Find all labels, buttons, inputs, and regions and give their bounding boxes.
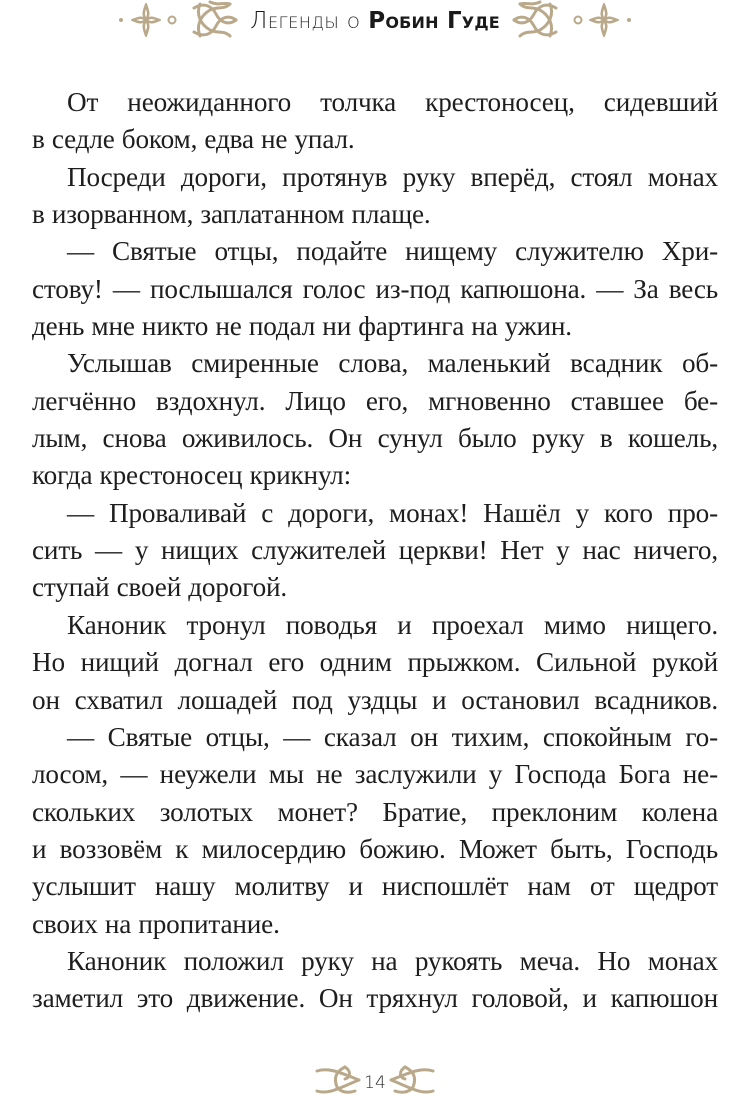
text-line: Каноник тронул поводья и проехал мимо нищего. (67, 609, 718, 640)
celtic-knot-ornament-icon (190, 0, 240, 40)
text-line: своих на пропитание. (32, 908, 280, 939)
running-title-series: Легенды о (250, 7, 369, 34)
leaf-ornament-right-icon (389, 1065, 435, 1095)
text-line: скольких золотых монет? Братие, преклоним колена (32, 796, 718, 827)
text-line: в изорванном, заплатанном плаще. (32, 199, 431, 230)
text-line: в седле боком, едва не упал. (32, 124, 355, 155)
text-line: стову! — послышался голос из-под капюшона. — За весь (32, 273, 718, 304)
page-number: 14 (364, 1073, 386, 1093)
page-footer (0, 1060, 750, 1100)
text-line: — Святые отцы, подайте нищему служителю Хри- (67, 236, 718, 267)
text-line: и воззовём к милосердию божию. Может быть, Господь (32, 833, 718, 864)
running-title-book: Робин Гуде (368, 7, 500, 34)
dot-ornament-icon (625, 16, 633, 24)
text-line: ступай своей дорогой. (32, 572, 288, 603)
leaf-ornament-left-icon (315, 1065, 361, 1095)
text-line: он схватил лошадей под уздцы и остановил всадников. (32, 684, 718, 715)
text-line: Каноник положил руку на рукоять меча. Но монах (67, 945, 718, 976)
text-line: заметил это движение. Он тряхнул головой, и капюшон (32, 983, 718, 1014)
text-line: когда крестоносец крикнул: (32, 460, 352, 491)
text-line: — Святые отцы, — сказал он тихим, спокойным го- (67, 721, 718, 752)
circle-ornament-icon (572, 14, 584, 26)
text-line: лым, снова оживилось. Он сунул было руку в кошель, (32, 423, 718, 454)
body-text (32, 84, 718, 1018)
running-header (0, 0, 750, 40)
running-title (250, 7, 500, 34)
text-line: день мне никто не подал ни фартинга на ужин. (32, 311, 572, 342)
text-line: легчённо вздохнул. Лицо его, мгновенно ставшее бе- (32, 385, 718, 416)
celtic-knot-ornament-icon (510, 0, 560, 40)
cross-knot-ornament-icon (131, 3, 161, 37)
text-line: услышит нашу молитву и ниспошлёт нам от щедрот (32, 871, 718, 902)
text-line: Посреди дороги, протянув руку вперёд, стоял монах (67, 161, 718, 192)
text-line: лосом, — неужели мы не заслужили у Господа Бога не- (32, 759, 718, 790)
text-line: Услышав смиренные слова, маленький всадник об- (67, 348, 718, 379)
text-line: От неожиданного толчка крестоносец, сидевший (67, 87, 718, 117)
cross-knot-ornament-icon (589, 3, 619, 37)
circle-ornament-icon (166, 14, 178, 26)
text-line: Но нищий догнал его одним прыжком. Сильной рукой (32, 647, 718, 678)
dot-ornament-icon (117, 16, 125, 24)
text-line: — Проваливай с дороги, монах! Нашёл у кого про- (67, 497, 718, 528)
text-line: сить — у нищих служителей церкви! Нет у нас ничего, (32, 535, 718, 566)
